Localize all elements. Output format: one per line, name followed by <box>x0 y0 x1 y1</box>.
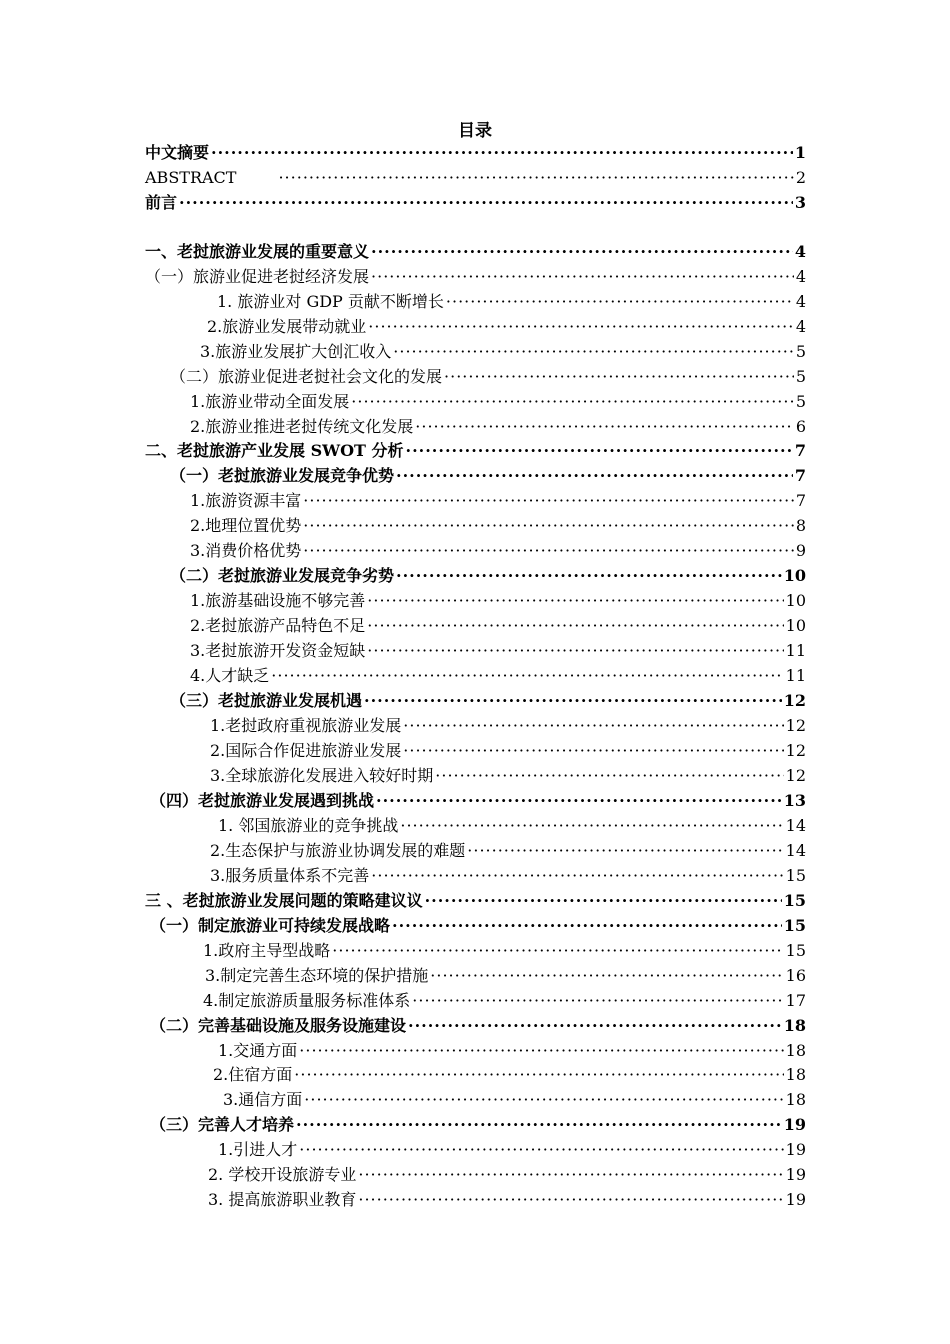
toc-entry[interactable] <box>190 514 806 538</box>
toc-entry-label: 1.旅游基础设施不够完善 <box>190 591 366 610</box>
dot-leader <box>412 989 783 1013</box>
toc-entry-label: （二）完善基础设施及服务设施建设 <box>150 1016 407 1035</box>
dot-leader <box>371 864 783 888</box>
toc-entry-page-number: 12 <box>785 741 806 760</box>
toc-entry-label: 3.全球旅游化发展进入较好时期 <box>210 766 434 785</box>
toc-entry-page-number: 5 <box>795 367 806 386</box>
toc-entry[interactable] <box>150 914 806 938</box>
toc-entry[interactable] <box>210 714 806 738</box>
dot-leader <box>400 814 783 838</box>
dot-leader <box>296 1113 782 1137</box>
toc-entry-page-number: 15 <box>783 916 806 935</box>
toc-entry-label: （二）老挝旅游业发展竞争劣势 <box>170 566 395 585</box>
toc-entry[interactable] <box>223 1088 806 1112</box>
toc-entry-label: （一）旅游业促进老挝经济发展 <box>145 267 370 286</box>
dot-leader <box>303 489 794 513</box>
dot-leader <box>368 315 794 339</box>
toc-entry[interactable] <box>205 964 806 988</box>
toc-entry[interactable] <box>217 290 806 314</box>
toc-entry-label: 1.旅游资源丰富 <box>190 491 302 510</box>
toc-entry-label: 3.消费价格优势 <box>190 541 302 560</box>
dot-leader <box>393 340 794 364</box>
toc-entry-label: 2. 学校开设旅游专业 <box>208 1165 357 1184</box>
toc-entry-label: 中文摘要 <box>145 143 210 162</box>
dot-leader <box>271 664 783 688</box>
toc-entry-label: 3.通信方面 <box>223 1090 303 1109</box>
toc-entry[interactable] <box>145 191 806 215</box>
toc-entry-page-number: 10 <box>783 566 806 585</box>
dot-leader <box>425 889 782 913</box>
dot-leader <box>364 689 782 713</box>
toc-entry-page-number: 16 <box>785 966 806 985</box>
toc-entry-page-number: 18 <box>783 1016 806 1035</box>
toc-entry-label: 2.住宿方面 <box>213 1065 293 1084</box>
toc-entry[interactable] <box>208 1188 806 1212</box>
dot-leader <box>446 290 794 314</box>
toc-entry[interactable] <box>170 464 806 488</box>
dot-leader <box>303 514 794 538</box>
toc-entry-label: 一、老挝旅游业发展的重要意义 <box>145 242 370 261</box>
dot-leader <box>444 365 794 389</box>
toc-entry-label: 前言 <box>145 193 178 212</box>
toc-entry-page-number: 5 <box>795 392 806 411</box>
toc-entry-page-number: 7 <box>794 441 806 460</box>
dot-leader <box>396 564 782 588</box>
toc-entry-label: ABSTRACT <box>145 168 237 187</box>
toc-entry-label: 1. 邻国旅游业的竞争挑战 <box>218 816 399 835</box>
toc-entry-label: 2.地理位置优势 <box>190 516 302 535</box>
toc-entry[interactable] <box>218 814 806 838</box>
toc-entry-label: 1.旅游业带动全面发展 <box>190 392 350 411</box>
dot-leader <box>367 639 783 663</box>
dot-leader <box>406 439 793 463</box>
dot-leader <box>351 390 794 414</box>
toc-entry-page-number: 3 <box>794 193 806 212</box>
toc-entry-page-number: 18 <box>785 1090 806 1109</box>
toc-entry[interactable] <box>218 1039 806 1063</box>
toc-entry-page-number: 10 <box>785 616 806 635</box>
dot-leader <box>435 764 783 788</box>
toc-entry-page-number: 4 <box>795 317 806 336</box>
toc-entry[interactable] <box>210 839 806 863</box>
toc-entry-page-number: 12 <box>785 716 806 735</box>
toc-entry[interactable] <box>190 489 806 513</box>
toc-entry-label: 2.老挝旅游产品特色不足 <box>190 616 366 635</box>
dot-leader <box>403 714 783 738</box>
toc-entry-page-number: 7 <box>794 466 806 485</box>
dot-leader <box>332 939 783 963</box>
dot-leader <box>294 1063 783 1087</box>
toc-entry[interactable] <box>208 1163 806 1187</box>
toc-entry-page-number: 12 <box>785 766 806 785</box>
toc-entry-page-number: 4 <box>795 267 806 286</box>
toc-entry-page-number: 14 <box>785 816 806 835</box>
toc-entry[interactable] <box>145 265 806 289</box>
toc-entry-label: 1.政府主导型战略 <box>203 941 331 960</box>
toc-entry-page-number: 4 <box>795 292 806 311</box>
toc-entry-page-number: 9 <box>795 541 806 560</box>
toc-entry-label: 4.人才缺乏 <box>190 666 270 685</box>
toc-entry-label: 3. 提高旅游职业教育 <box>208 1190 357 1209</box>
toc-entry-label: 二、老挝旅游产业发展 SWOT 分析 <box>145 441 404 460</box>
toc-entry[interactable] <box>170 689 806 713</box>
toc-entry-page-number: 11 <box>785 666 806 685</box>
dot-leader <box>278 166 793 190</box>
toc-entry[interactable] <box>170 564 806 588</box>
toc-entry[interactable] <box>150 1113 806 1137</box>
toc-entry-label: 2.生态保护与旅游业协调发展的难题 <box>210 841 466 860</box>
dot-leader <box>408 1014 782 1038</box>
toc-entry[interactable] <box>200 340 806 364</box>
dot-leader <box>396 464 793 488</box>
toc-entry-label: 2.旅游业发展带动就业 <box>207 317 367 336</box>
toc-entry-label: 2.旅游业推进老挝传统文化发展 <box>190 417 414 436</box>
toc-entry[interactable] <box>145 439 806 463</box>
toc-entry-page-number: 15 <box>785 941 806 960</box>
toc-entry[interactable] <box>145 141 806 165</box>
dot-leader <box>371 265 794 289</box>
toc-entry-page-number: 6 <box>795 417 806 436</box>
toc-entry-page-number: 17 <box>785 991 806 1010</box>
toc-entry-page-number: 19 <box>785 1165 806 1184</box>
toc-entry[interactable] <box>190 415 806 439</box>
toc-entry-page-number: 18 <box>785 1041 806 1060</box>
toc-entry-label: 2.国际合作促进旅游业发展 <box>210 741 402 760</box>
dot-leader <box>367 589 783 613</box>
dot-leader <box>358 1163 783 1187</box>
toc-entry-page-number: 11 <box>785 641 806 660</box>
toc-entry-label: 3.制定完善生态环境的保护措施 <box>205 966 429 985</box>
toc-entry[interactable] <box>190 664 806 688</box>
toc-entry[interactable] <box>210 864 806 888</box>
toc-title: 目录 <box>458 121 492 141</box>
toc-entry-label: 三 、老挝旅游业发展问题的策略建议议 <box>145 891 423 910</box>
toc-entry[interactable] <box>150 789 806 813</box>
toc-entry-page-number: 5 <box>795 342 806 361</box>
toc-entry-page-number: 19 <box>783 1115 806 1134</box>
toc-entry[interactable] <box>145 166 806 190</box>
toc-entry-label: 1. 旅游业对 GDP 贡献不断增长 <box>217 292 444 311</box>
toc-entry-page-number: 7 <box>795 491 806 510</box>
dot-leader <box>415 415 794 439</box>
dot-leader <box>303 539 794 563</box>
dot-leader <box>371 240 793 264</box>
toc-entry-page-number: 8 <box>795 516 806 535</box>
toc-entry[interactable] <box>213 1063 806 1087</box>
toc-entry-page-number: 2 <box>795 168 806 187</box>
toc-entry[interactable] <box>145 240 806 264</box>
dot-leader <box>403 739 783 763</box>
toc-entry-label: （一）老挝旅游业发展竞争优势 <box>170 466 395 485</box>
toc-entry[interactable] <box>210 739 806 763</box>
toc-entry-page-number: 1 <box>794 143 806 162</box>
dot-leader <box>299 1039 783 1063</box>
dot-leader <box>179 191 793 215</box>
toc-entry-page-number: 14 <box>785 841 806 860</box>
toc-entry[interactable] <box>190 639 806 663</box>
toc-entry[interactable] <box>190 539 806 563</box>
toc-entry-label: 3.老挝旅游开发资金短缺 <box>190 641 366 660</box>
dot-leader <box>376 789 782 813</box>
toc-entry-label: （三）完善人才培养 <box>150 1115 295 1134</box>
toc-entry[interactable] <box>203 989 806 1013</box>
toc-entry-page-number: 18 <box>785 1065 806 1084</box>
dot-leader <box>392 914 782 938</box>
toc-entry[interactable] <box>207 315 806 339</box>
toc-entry-page-number: 15 <box>783 891 806 910</box>
toc-entry[interactable] <box>150 1014 806 1038</box>
toc-entry-page-number: 4 <box>794 242 806 261</box>
toc-entry-page-number: 19 <box>785 1140 806 1159</box>
toc-entry-label: （一）制定旅游业可持续发展战略 <box>150 916 391 935</box>
toc-entry[interactable] <box>210 764 806 788</box>
toc-entry[interactable] <box>218 1138 806 1162</box>
toc-entry-page-number: 10 <box>785 591 806 610</box>
toc-entry[interactable] <box>170 365 806 389</box>
dot-leader <box>467 839 783 863</box>
toc-entry-page-number: 12 <box>783 691 806 710</box>
toc-entry[interactable] <box>190 390 806 414</box>
toc-entry-label: 1.引进人才 <box>218 1140 298 1159</box>
toc-entry-label: 1.交通方面 <box>218 1041 298 1060</box>
dot-leader <box>367 614 783 638</box>
toc-entry-page-number: 13 <box>783 791 806 810</box>
toc-entry[interactable] <box>145 889 806 913</box>
dot-leader <box>211 141 793 165</box>
toc-entry-label: 1.老挝政府重视旅游业发展 <box>210 716 402 735</box>
toc-entry[interactable] <box>203 939 806 963</box>
dot-leader <box>358 1188 783 1212</box>
toc-entry-label: 4.制定旅游质量服务标准体系 <box>203 991 411 1010</box>
toc-entry-label: 3.服务质量体系不完善 <box>210 866 370 885</box>
toc-entry[interactable] <box>190 614 806 638</box>
dot-leader <box>299 1138 783 1162</box>
toc-entry[interactable] <box>190 589 806 613</box>
toc-entry-label: （三）老挝旅游业发展机遇 <box>170 691 363 710</box>
dot-leader <box>430 964 783 988</box>
toc-entry-page-number: 19 <box>785 1190 806 1209</box>
toc-entry-label: 3.旅游业发展扩大创汇收入 <box>200 342 392 361</box>
toc-entry-label: （四）老挝旅游业发展遇到挑战 <box>150 791 375 810</box>
dot-leader <box>304 1088 783 1112</box>
toc-entry-page-number: 15 <box>785 866 806 885</box>
toc-entry-label: （二）旅游业促进老挝社会文化的发展 <box>170 367 443 386</box>
